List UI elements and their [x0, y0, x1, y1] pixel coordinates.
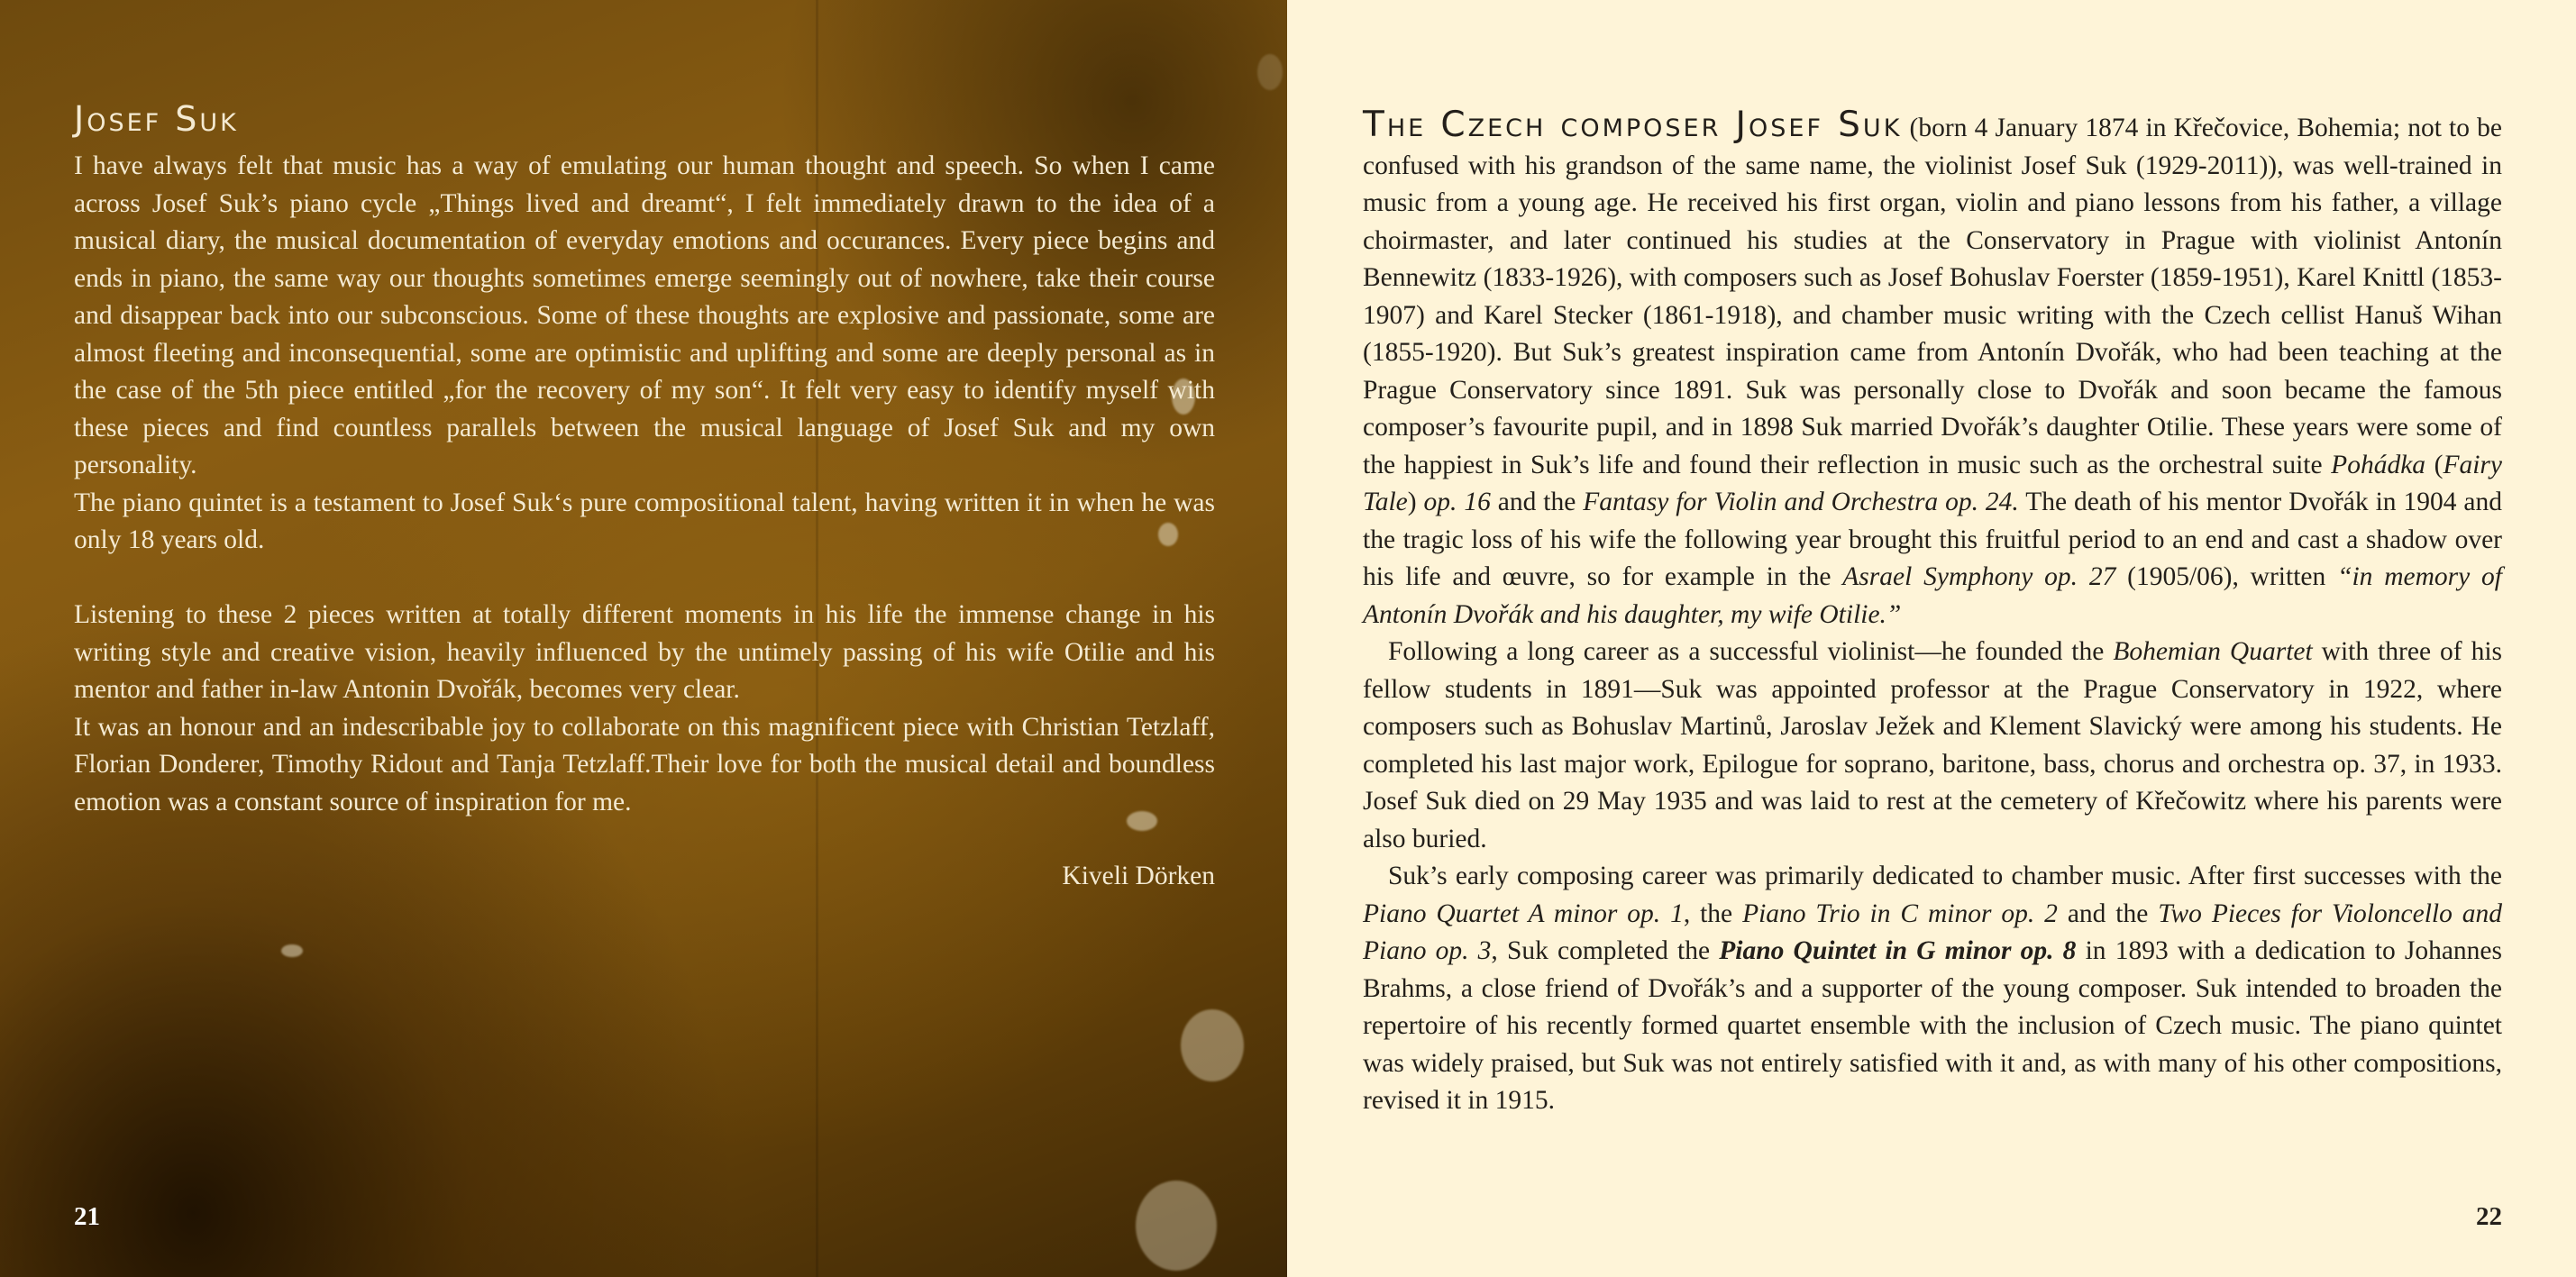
- essay-paragraph: It was an honour and an indescribable joy to collaborate on this magnificent piece with Christian Tetzlaff, Florian Donderer, Timothy Ridout and Tanja Tetzlaff.Their love for both the musical detail and boundless emotion was a constant source of inspiration for me.: [74, 712, 1215, 816]
- work-title: Piano Trio in C minor op. 2: [1742, 898, 2058, 928]
- essay-paragraph: Listening to these 2 pieces written at totally different moments in his life the immense change in his writing style and creative vision, heavily influenced by the untimely passing of his wife Otilie and his mentor and father in-law Antonin Dvořák, becomes very clear.: [74, 600, 1215, 704]
- work-title: Asrael Symphony op. 27: [1842, 562, 2116, 591]
- text-run: , the: [1683, 898, 1743, 928]
- page-number-right: 22: [2476, 1202, 2502, 1231]
- author-signature: Kiveli Dörken: [1062, 862, 1215, 890]
- text-run: Following a long career as a successful violinist—he founded the: [1388, 637, 2114, 666]
- work-title: Fairy Tale: [1363, 450, 2503, 516]
- text-run: and the: [2057, 898, 2159, 928]
- text-run: in 1893 with a dedication to Johannes Brahms, a close friend of Dvořák’s and a supporter of the young composer. Suk intended to broaden the repertoire of his recently formed quartet ensemble with the inclusion of Czech music. The piano quintet was widely praised, but Suk was not entirely satisfied with it and, as with many of his other compositions, revised it in 1915.: [1363, 936, 2502, 1115]
- biography-paragraph-2: [1363, 634, 2502, 858]
- essay-body: [74, 148, 1215, 821]
- page-number-left: 21: [74, 1202, 100, 1231]
- text-run: and the: [1490, 488, 1584, 516]
- text-run: ): [1407, 488, 1424, 516]
- text-run: (: [2425, 450, 2444, 479]
- left-page: [0, 0, 1287, 1277]
- page-title: Josef Suk: [74, 99, 239, 139]
- essay-paragraph: I have always felt that music has a way of emulating our human thought and speech. So when I came across Josef Suk’s piano cycle „Things lived and dreamt“, I felt immediately drawn to the idea of a musical diary, the musical documentation of everyday emotions and occurances. Every piece begins and ends in piano, the same way our thoughts sometimes emerge seemingly out of nowhere, take their course and disappear back into our subconscious. Some of these thoughts are explosive and passionate, some are almost fleeting and inconsequential, some are optimistic and uplifting and some are deeply personal as in the case of the 5th piece entitled „for the recovery of my son“. It felt very easy to identify myself with these pieces and find countless parallels between the musical language of Josef Suk and my own personality.: [74, 151, 1215, 479]
- text-run: The death of his mentor Dvořák in 1904 and the tragic loss of his wife the following year brought this fruitful period to an end and cast a shadow over his life and œuvre, so for example in the: [1363, 488, 2502, 591]
- text-run: , Suk completed the: [1491, 936, 1720, 965]
- work-title: op. 16: [1423, 488, 1491, 516]
- work-title: Pohádka: [2331, 450, 2426, 479]
- paint-speck: [1257, 54, 1283, 90]
- work-title: Fantasy for Violin and Orchestra op. 24.: [1583, 488, 2019, 516]
- essay-paragraph: The piano quintet is a testament to Josef Suk‘s pure compositional talent, having written it in when he was only 18 years old.: [74, 488, 1215, 554]
- text-run: Suk’s early composing career was primarily dedicated to chamber music. After first successes with the: [1388, 862, 2502, 890]
- lead-heading: The Czech composer Josef Suk: [1363, 105, 1903, 145]
- text-run: with three of his fellow students in 1891—Suk was appointed professor at the Prague Conservatory in 1922, where composers such as Bohuslav Martinů, Jaroslav Ježek and Klement Slavický were among his students. He completed his last major work, Epilogue for soprano, baritone, bass, chorus and orchestra op. 37, in 1933. Josef Suk died on 29 May 1935 and was laid to rest at the cemetery of Křečowitz where his parents were also buried.: [1363, 637, 2503, 853]
- dedication-quote: “in memory of Antonín Dvořák and his daughter, my wife Otilie.”: [1363, 562, 2503, 629]
- text-run: (1905/06), written: [2115, 562, 2338, 591]
- text-run: (born 4 January 1874 in Křečovice, Bohemia; not to be confused with his grandson of the same name, the violinist Josef Suk (1929-2011)), was well-trained in music from a young age. He received his first organ, violin and piano lessons from his father, a village choirmaster, and later continued his studies at the Conservatory in Prague with violinist Antonín Bennewitz (1833-1926), with composers such as Josef Bohuslav Foerster (1859-1951), Karel Knittl (1853-1907) and Karel Stecker (1861-1918), and chamber music writing with the Czech cellist Hanuš Wihan (1855-1920). But Suk’s greatest inspiration came from Antonín Dvořák, who had been teaching at the Prague Conservatory since 1891. Suk was personally close to Dvořák and soon became the famous composer’s favourite pupil, and in 1898 Suk married Dvořák’s daughter Otilie. These years were some of the happiest in Suk’s life and found their reflection in music such as the orchestral suite: [1363, 114, 2502, 479]
- biography-paragraph-3: [1363, 858, 2502, 1120]
- biography-paragraph-1: [1363, 106, 2502, 634]
- work-title: Piano Quartet A minor op. 1: [1363, 898, 1684, 928]
- paragraph-gap: [74, 560, 1215, 597]
- featured-work-title: Piano Quintet in G minor op. 8: [1719, 936, 2077, 965]
- work-title: Bohemian Quartet: [2113, 637, 2313, 666]
- paint-speck: [281, 944, 303, 957]
- biography-body: [1363, 106, 2502, 1120]
- right-page: [1287, 0, 2576, 1277]
- work-title: Two Pieces for Violoncello and Piano op. 3: [1363, 898, 2502, 965]
- paint-speck: [1181, 1009, 1244, 1081]
- paint-speck: [1136, 1181, 1217, 1271]
